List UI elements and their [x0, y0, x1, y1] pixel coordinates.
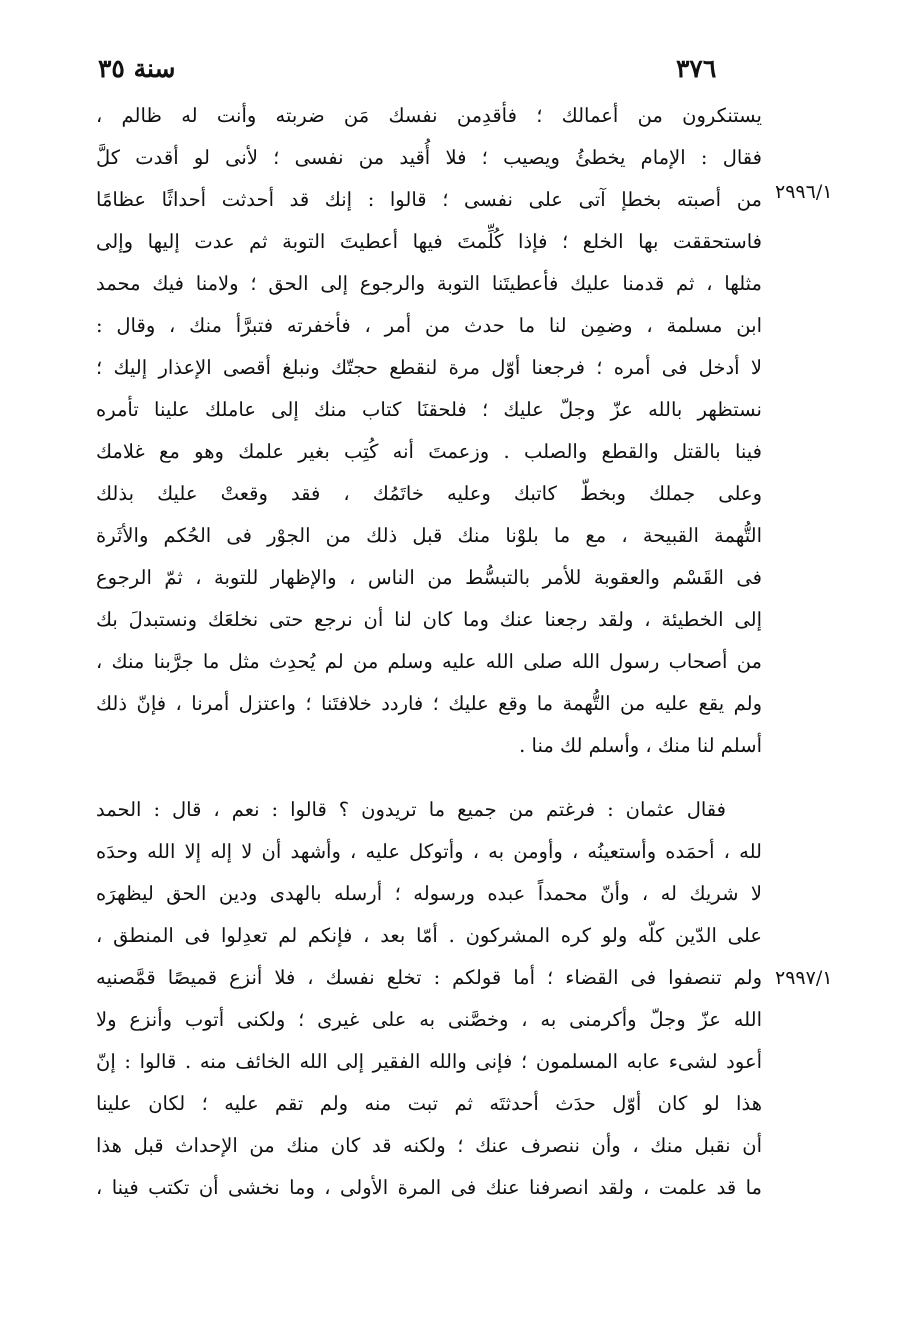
text-line: لا أدخل فى أمره ؛ فرجعنا أوّل مرة لنقطع حجتّك ونبلغ أقصى الإعذار إليك ؛ [96, 356, 762, 379]
text-line: ابن مسلمة ، وضمِن لنا ما حدث من أمر ، فأخفرته فتبرَّأ منك ، وقال : [96, 314, 762, 337]
text-line: إلى الخطيئة ، ولقد رجعنا عنك وما كان لنا أن نرجع حتى نخلعَك ونستبدلَ بك [96, 608, 762, 631]
text-line: فى القَسْم والعقوبة للأمر بالتبسُّط من الناس ، والإظهار للتوبة ، ثمّ الرجوع [96, 566, 762, 589]
text-line: فاستحققت بها الخلع ؛ فإذا كُلِّمتَ فيها أعطيتَ التوبة ثم عدت إليها وإلى [96, 230, 762, 253]
margin-reference: ٢٩٩٦/١ [775, 181, 833, 203]
text-line: من أصبته بخطإ آتى على نفسى ؛ قالوا : إنك قد أحدثت أحداثًا عظامًا [96, 188, 762, 211]
text-line: أسلم لنا منك ، وأسلم لك منا . [519, 734, 762, 757]
margin-reference: ٢٩٩٧/١ [775, 967, 833, 989]
text-line: التُّهمة القبيحة ، مع ما بلوْنا منك قبل ذلك من الجوْر فى الحُكم والأثَرة [96, 524, 762, 547]
text-line: ولم تنصفوا فى القضاء ؛ أما قولكم : تخلع نفسك ، فلا أنزع قميصًا قمَّصنيه [96, 966, 762, 989]
text-line: من أصحاب رسول الله صلى الله عليه وسلم من لم يُحدِث مثل ما جرَّبنا منك ، [96, 650, 762, 673]
text-line: فقال : الإمام يخطئُ ويصيب ؛ فلا أُقيد من نفسى ؛ لأنى لو أقدت كلَّ [96, 146, 762, 169]
text-line: على الدّين كلّه ولو كره المشركون . أمّا بعد ، فإنكم لم تعدِلوا فى المنطق ، [96, 924, 762, 947]
text-line: فينا بالقتل والقطع والصلب . وزعمتَ أنه كُتِب بغير علمك وهو مع غلامك [96, 440, 762, 463]
text-line: لله ، أحمَده وأستعينُه ، وأومن به ، وأتوكل عليه ، وأشهد أن لا إله إلا الله وحدَه [96, 840, 762, 863]
text-line: هذا لو كان أوّل حدَث أحدثتَه ثم تبت منه ولم تقم عليه ؛ لكان علينا [96, 1092, 762, 1115]
text-line: أن نقبل منك ، وأن ننصرف عنك ؛ ولكنه قد كان منك من الإحداث قبل هذا [96, 1134, 762, 1157]
text-line: مثلها ، ثم قدمنا عليك فأعطيتَنا التوبة والرجوع إلى الحق ؛ ولامنا فيك محمد [96, 272, 762, 295]
text-line: نستظهر بالله عزّ وجلّ عليك ؛ فلحقنَا كتاب منك إلى عاملك علينا تأمره [96, 398, 762, 421]
text-line: فقال عثمان : فرغتم من جميع ما تريدون ؟ قالوا : نعم ، قال : الحمد [96, 798, 726, 821]
text-line: الله عزّ وجلّ وأكرمنى به ، وخصَّنى به على غيرى ؛ ولكنى أتوب وأنزع ولا [96, 1008, 762, 1031]
running-header-year: سنة ٣٥ [98, 54, 176, 83]
page-number: ٣٧٦ [676, 54, 717, 83]
text-line: ولم يقع عليه من التُّهمة ما وقع عليك ؛ فاردد خلافتَنا ؛ واعتزل أمرنا ، فإنّ ذلك [96, 692, 762, 715]
text-line: لا شريك له ، وأنّ محمداً عبده ورسوله ؛ أرسله بالهدى ودين الحق ليظهرَه [96, 882, 762, 905]
text-line: أعود لشىء عابه المسلمون ؛ فإنى والله الفقير إلى الله الخائف منه . قالوا : إنّ [96, 1050, 762, 1073]
text-line: يستنكرون من أعمالك ؛ فأقدِمن نفسك مَن ضربته وأنت له ظالم ، [96, 104, 762, 127]
text-line: ما قد علمت ، ولقد انصرفنا عنك فى المرة الأولى ، وما نخشى أن تكتب فينا ، [96, 1176, 762, 1199]
text-line: وعلى جملك وبخطّ كاتبك وعليه خاتَمُك ، فقد وقعتْ عليك بذلك [96, 482, 762, 505]
